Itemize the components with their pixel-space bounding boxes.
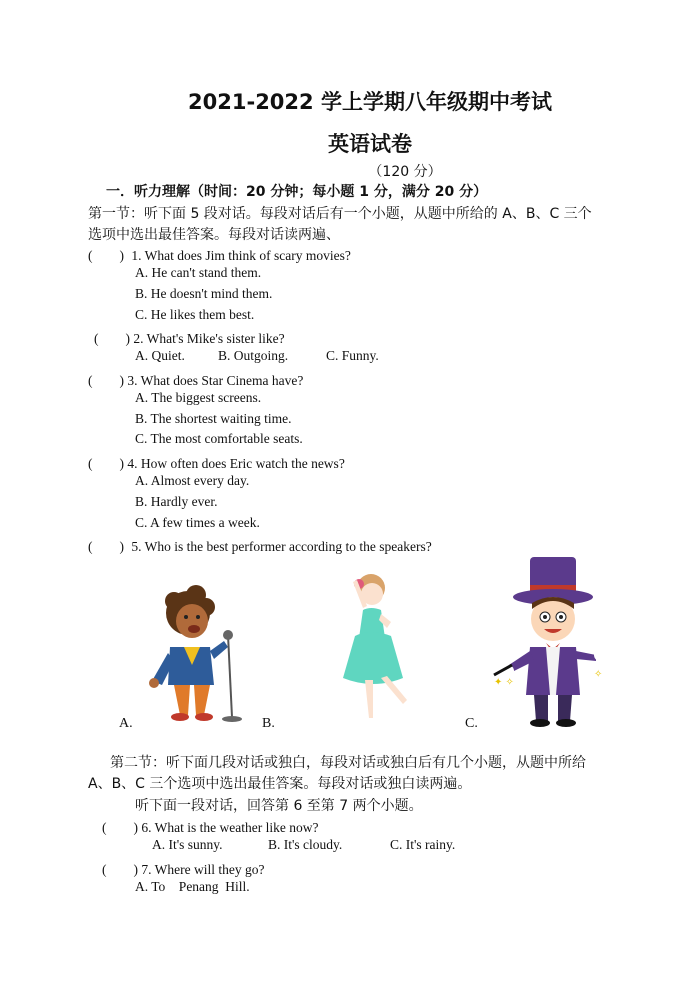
part1-heading-text: 一．听力理解（时间：20 分钟；每小题 1 分，满分 20 分） (106, 184, 488, 200)
answer-paren[interactable]: ( ) (102, 862, 138, 877)
q4-option-c: C. A few times a week. (135, 515, 260, 530)
q4-option-b: B. Hardly ever. (135, 494, 218, 509)
section2-subinstruction: 听下面一段对话，回答第 6 至第 7 两个小题。 (135, 798, 423, 814)
exam-title: 2021-2022 学上学期八年级期中考试 (188, 90, 552, 114)
q6-option-b: B. It's cloudy. (268, 837, 343, 852)
question-stem: 6. What is the weather like now? (141, 820, 319, 835)
question-1 (88, 244, 351, 264)
part1-heading (106, 181, 487, 201)
dancer-illustration-icon (325, 570, 420, 725)
singer-illustration-icon (140, 585, 250, 725)
answer-paren[interactable]: ( ) (94, 331, 130, 346)
q5-pictures (0, 555, 695, 735)
q6-option-a: A. It's sunny. (152, 837, 223, 852)
q1-option-c: C. He likes them best. (135, 307, 255, 322)
exam-subtitle: 英语试卷 (328, 132, 412, 156)
q3-option-b: B. The shortest waiting time. (135, 411, 292, 426)
question-stem: 5. Who is the best performer according to the speakers? (131, 539, 432, 554)
section1-intro-line1: 第一节：听下面 5 段对话。每段对话后有一个小题，从题中所给的 A、B、C 三个 (88, 206, 592, 222)
section1-intro-line2: 选项中选出最佳答案。每段对话读两遍、 (88, 227, 340, 243)
q5-label-b: B. (262, 716, 275, 731)
question-6 (102, 816, 318, 836)
answer-paren[interactable]: ( ) (88, 539, 124, 554)
answer-paren[interactable]: ( ) (88, 456, 124, 471)
svg-text:✦ ✧: ✦ ✧ (494, 677, 514, 688)
question-4 (88, 452, 345, 472)
q2-option-a: A. Quiet. (135, 348, 185, 363)
q2-option-c: C. Funny. (326, 348, 379, 363)
q2-option-b: B. Outgoing. (218, 348, 289, 363)
section2-intro-line1: 第二节：听下面几段对话或独白，每段对话或独白后有几个小题，从题中所给 (110, 755, 586, 771)
question-stem: 3. What does Star Cinema have? (127, 373, 304, 388)
question-3 (88, 369, 303, 389)
exam-score: （120 分） (368, 164, 442, 180)
answer-paren[interactable]: ( ) (102, 820, 138, 835)
question-2 (94, 327, 285, 347)
q1-option-b: B. He doesn't mind them. (135, 286, 273, 301)
answer-paren[interactable]: ( ) (88, 248, 124, 263)
svg-text:✧: ✧ (594, 669, 603, 680)
question-stem: 2. What's Mike's sister like? (133, 331, 285, 346)
q7-option-a: A. To Penang Hill. (135, 879, 250, 894)
q6-option-c: C. It's rainy. (390, 837, 456, 852)
q3-option-c: C. The most comfortable seats. (135, 431, 303, 446)
q4-option-a: A. Almost every day. (135, 473, 250, 488)
section2-intro-line2: A、B、C 三个选项中选出最佳答案。每段对话或独白读两遍。 (88, 776, 472, 792)
magician-illustration-icon (490, 555, 620, 730)
q5-label-a: A. (119, 716, 133, 731)
question-stem: 4. How often does Eric watch the news? (127, 456, 345, 471)
q1-option-a: A. He can't stand them. (135, 265, 262, 280)
question-7 (102, 858, 264, 878)
question-5 (88, 535, 432, 555)
question-stem: 1. What does Jim think of scary movies? (131, 248, 351, 263)
q5-label-c: C. (465, 716, 478, 731)
answer-paren[interactable]: ( ) (88, 373, 124, 388)
q3-option-a: A. The biggest screens. (135, 390, 262, 405)
question-stem: 7. Where will they go? (141, 862, 265, 877)
